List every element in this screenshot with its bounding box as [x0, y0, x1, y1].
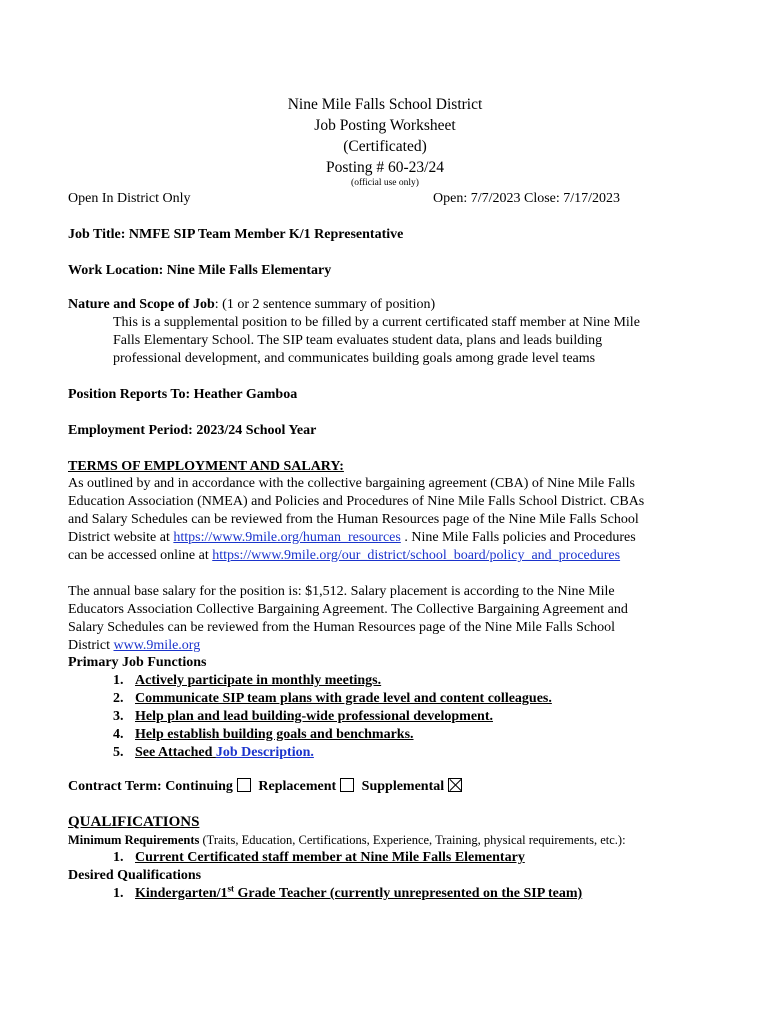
item-number: 1. — [113, 850, 124, 865]
salary-line-4 — [68, 637, 688, 655]
list-item — [113, 744, 552, 762]
list-item — [113, 708, 552, 726]
nature-scope-heading — [68, 296, 435, 314]
posting-dates: Open: 7/7/2023 Close: 7/17/2023 — [433, 191, 621, 206]
posting-number: Posting # 60-23/24 — [326, 159, 444, 176]
nature-scope-label: Nature and Scope of Job — [68, 297, 215, 312]
primary-functions-list — [113, 672, 552, 762]
list-item — [113, 690, 552, 708]
salary-line-2: Educators Association Collective Bargaining Agreement. The Collective Bargaining Agreement and — [68, 602, 628, 617]
posting-scope: Open In District Only — [68, 191, 191, 206]
ordinal-suffix: st — [227, 883, 235, 894]
official-use-note: (official use only) — [351, 178, 419, 188]
terms-line-1: As outlined by and in accordance with the collective bargaining agreement (CBA) of Nine Mile Falls — [68, 476, 635, 491]
terms-line-4-tail: . Nine Mile Falls policies and Procedures — [400, 530, 636, 545]
list-item — [113, 885, 582, 903]
terms-line-3: and Salary Schedules can be reviewed from the Human Resources page of the Nine Mile Falls School — [68, 512, 639, 527]
primary-functions-heading: Primary Job Functions — [68, 655, 207, 670]
item-number: 5. — [113, 745, 124, 760]
job-title: Job Title: NMFE SIP Team Member K/1 Representative — [68, 227, 404, 242]
work-location: Work Location: Nine Mile Falls Elementary — [68, 263, 332, 278]
posting-type: (Certificated) — [343, 138, 427, 155]
terms-line-5-text: can be accessed online at — [68, 548, 213, 563]
item-text: Actively participate in monthly meetings. — [135, 673, 382, 688]
item-number: 1. — [113, 886, 124, 901]
worksheet-title: Job Posting Worksheet — [314, 117, 456, 134]
item-text: Current Certificated staff member at Nine Mile Falls Elementary — [135, 850, 525, 865]
terms-line-4 — [68, 529, 688, 547]
qualifications-heading: QUALIFICATIONS — [68, 814, 200, 830]
job-description-link[interactable]: Job Description. — [215, 745, 314, 760]
item-text-end: Grade Teacher (currently unrepresented on the SIP team) — [234, 886, 583, 901]
terms-line-2: Education Association (NMEA) and Policies and Procedures of Nine Mile Falls School District. CBAs — [68, 494, 645, 509]
nature-line-2: Falls Elementary School. The SIP team evaluates student data, plans and leads building — [113, 333, 603, 348]
salary-line-3: Salary Schedules can be reviewed from the Human Resources page of the Nine Mile Falls School — [68, 620, 616, 635]
item-number: 3. — [113, 709, 124, 724]
minimum-requirements-label: Minimum Requirements — [68, 833, 200, 847]
replacement-checkbox[interactable] — [340, 778, 354, 792]
continuing-checkbox[interactable] — [237, 778, 251, 792]
item-number: 1. — [113, 673, 124, 688]
contract-term-row — [68, 778, 466, 796]
nature-line-3: professional development, and communicates building goals among grade level teams — [113, 351, 596, 366]
item-text: See Attached — [135, 745, 216, 760]
terms-line-5 — [68, 547, 688, 565]
salary-line-1: The annual base salary for the position is: $1,512. Salary placement is according to the Nine Mile — [68, 584, 615, 599]
supplemental-label: Supplemental — [361, 779, 445, 794]
district-name: Nine Mile Falls School District — [287, 96, 483, 113]
item-text: Communicate SIP team plans with grade level and content colleagues. — [135, 691, 552, 706]
item-number: 4. — [113, 727, 124, 742]
hr-link[interactable]: https://www.9mile.org/human_resources — [173, 530, 401, 545]
replacement-label: Replacement — [258, 779, 337, 794]
item-text-start: Kindergarten/1 — [135, 886, 228, 901]
reports-to: Position Reports To: Heather Gamboa — [68, 387, 298, 402]
minimum-requirements-hint: (Traits, Education, Certifications, Experience, Training, physical requirements, etc.): — [199, 833, 626, 847]
list-item — [113, 672, 552, 690]
item-text: Help plan and lead building-wide professional development. — [135, 709, 493, 724]
item-text: Help establish building goals and benchmarks. — [135, 727, 414, 742]
item-number: 2. — [113, 691, 124, 706]
terms-line-4-text: District website at — [68, 530, 174, 545]
policy-link[interactable]: https://www.9mile.org/our_district/school_board/policy_and_procedures — [212, 548, 621, 563]
minimum-requirements-heading — [68, 831, 626, 849]
contract-term-label: Contract Term: Continuing — [68, 779, 233, 794]
salary-line-4-text: District — [68, 638, 114, 653]
supplemental-checkbox[interactable] — [448, 778, 462, 792]
item-text — [135, 883, 583, 901]
list-item — [113, 726, 552, 744]
nature-line-1: This is a supplemental position to be filled by a current certificated staff member at Nine Mile — [113, 315, 640, 330]
district-site-link[interactable]: www.9mile.org — [113, 638, 201, 653]
nature-scope-hint: : (1 or 2 sentence summary of position) — [214, 297, 436, 312]
list-item — [113, 849, 525, 867]
desired-qualifications-heading: Desired Qualifications — [68, 868, 202, 883]
employment-period: Employment Period: 2023/24 School Year — [68, 423, 317, 438]
terms-heading: TERMS OF EMPLOYMENT AND SALARY: — [68, 459, 344, 474]
